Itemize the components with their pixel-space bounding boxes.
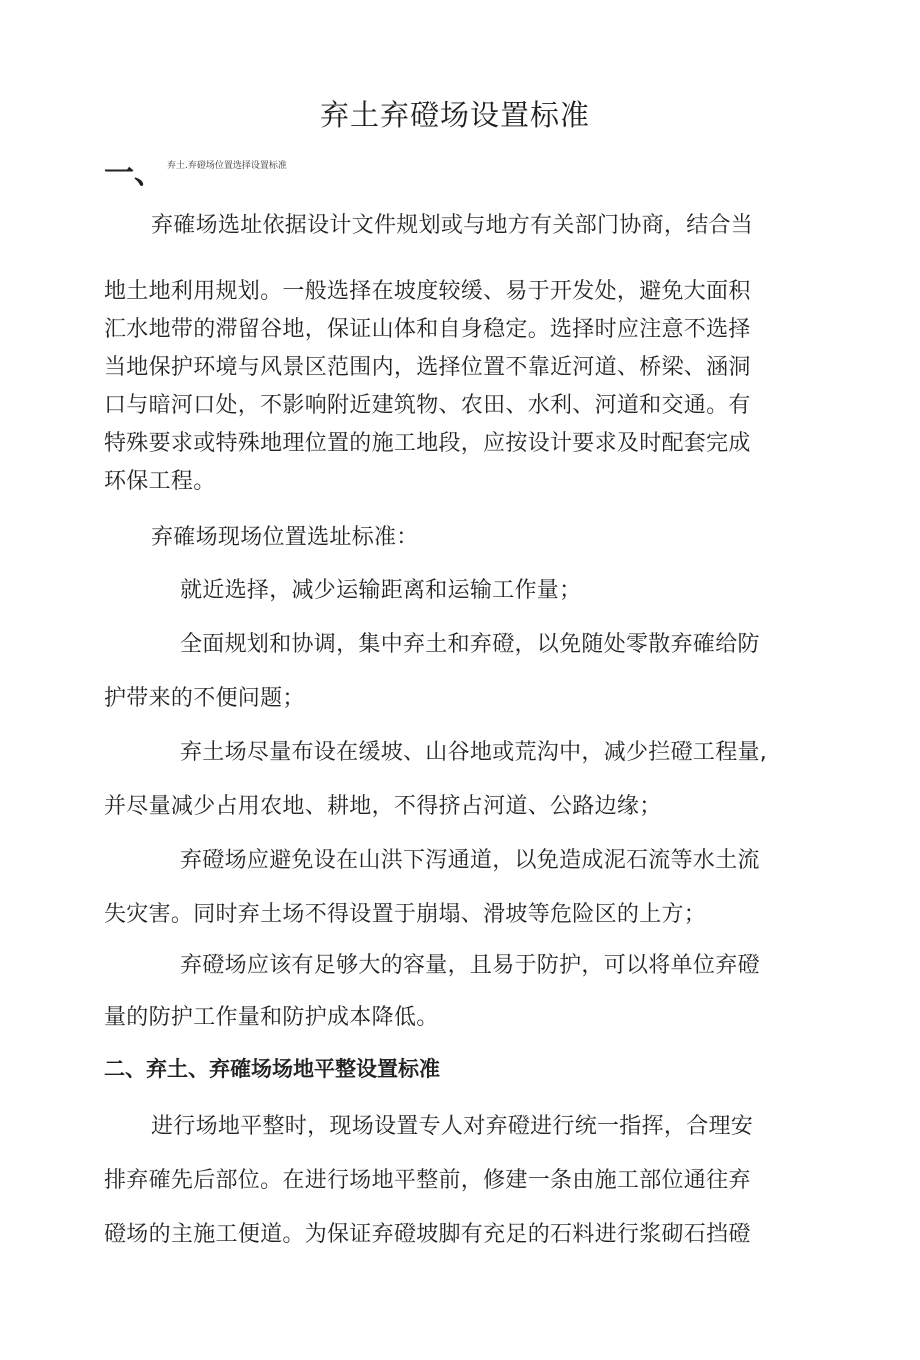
list-item-line: 全面规划和协调，集中弃土和弃磴，以免随处零散弃確给防 (180, 632, 760, 657)
list-item-line: 失灾害。同时弃土场不得设置于崩塌、滑坡等危险区的上方； (104, 902, 707, 927)
paragraph-line: 地土地利用规划。一般选择在坡度较缓、易于开发处，避免大面积 (104, 279, 751, 304)
paragraph-line: 汇水地带的滞留谷地，保证山体和自身稳定。选择时应注意不选择 (104, 317, 751, 342)
paragraph-line: 口与暗河口处，不影响附近建筑物、农田、水利、河道和交通。有 (104, 393, 751, 418)
section-number: 一、 (104, 156, 164, 191)
list-item-line: 弃磴场应该有足够大的容量，且易于防护，可以将单位弃磴 (180, 953, 760, 978)
paragraph-line: 排弃確先后部位。在进行场地平整前，修建一条由施工部位通往弃 (104, 1168, 751, 1193)
list-item-line: 弃土场尽量布设在缓坡、山谷地或荒沟中，减少拦磴工程量, (180, 740, 768, 765)
document-title: 弃土弃磴场设置标准 (319, 98, 590, 132)
list-item-line: 就近选择，减少运输距离和运输工作量； (180, 578, 582, 603)
paragraph-line: 环保工程。 (104, 469, 216, 494)
paragraph-line: 当地保护环境与风景区范围内，选择位置不靠近河道、桥梁、涵洞 (104, 355, 751, 380)
paragraph-line: 进行场地平整时，现场设置专人对弃磴进行统一指挥，合理安 (151, 1114, 754, 1139)
list-item-line: 护带来的不便问题； (104, 686, 305, 711)
paragraph-line: 弃確场现场位置选址标准： (151, 525, 419, 550)
paragraph-line: 特殊要求或特殊地理位置的施工地段，应按设计要求及时配套完成 (104, 431, 751, 456)
paragraph-line: 弃確场选址依据设计文件规划或与地方有关部门协商，结合当 (151, 213, 754, 238)
section-subtitle: 弃土.弃磴场位置选择设置标准 (167, 161, 287, 171)
list-item-line: 量的防护工作量和防护成本降低。 (104, 1005, 439, 1030)
section-heading: 二、弃土、弃確场场地平整设置标准 (104, 1057, 440, 1081)
list-item-line: 弃磴场应避免设在山洪下泻通道，以免造成泥石流等水土流 (180, 848, 760, 873)
list-item-line: 并尽量减少占用农地、耕地，不得挤占河道、公路边缘； (104, 794, 662, 819)
paragraph-line: 磴场的主施工便道。为保证弃磴坡脚有充足的石料进行浆砌石挡磴 (104, 1222, 751, 1247)
